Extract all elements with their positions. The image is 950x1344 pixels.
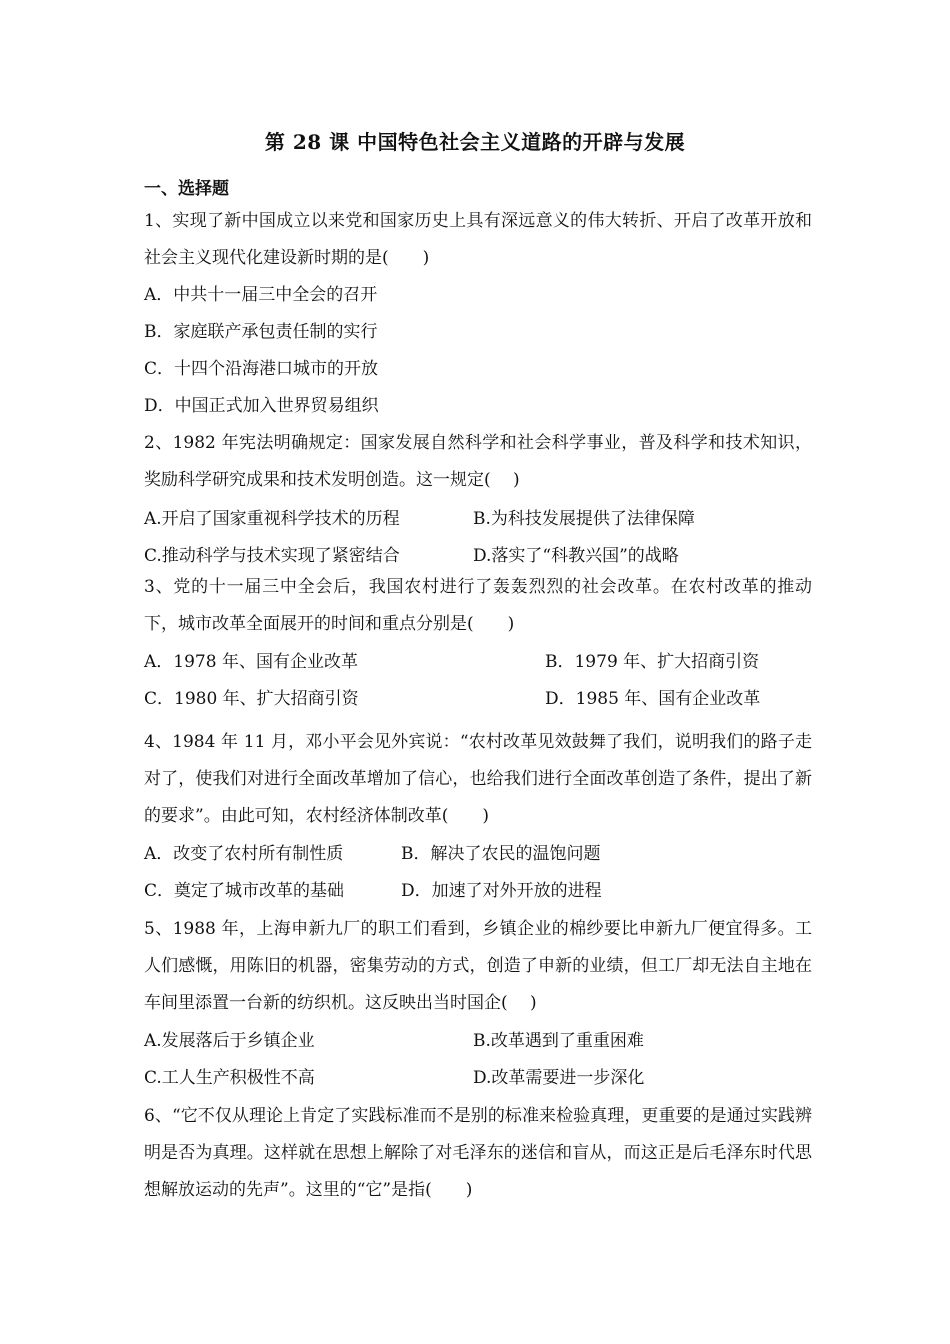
question-3-option-c: C．1980 年、扩大招商引资 (144, 689, 359, 709)
question-4-option-c: C．奠定了城市改革的基础 (144, 881, 345, 901)
question-2-option-c: C.推动科学与技术实现了紧密结合 (144, 546, 400, 566)
question-4-option-a: A．改变了农村所有制性质 (144, 844, 344, 864)
question-1-option-a: A．中共十一届三中全会的召开 (144, 285, 378, 305)
question-5-option-d: D.改革需要进一步深化 (473, 1068, 645, 1088)
question-3-option-d: D．1985 年、国有企业改革 (545, 689, 761, 709)
question-4-option-b: B．解决了农民的温饱问题 (401, 844, 601, 864)
question-1-option-b: B．家庭联产承包责任制的实行 (144, 322, 378, 342)
question-5-stem: 5、1988 年，上海申新九厂的职工们看到，乡镇企业的棉纱要比申新九厂便宜得多。工人们感慨，用陈旧的机器，密集劳动的方式，创造了申新的业绩，但工厂却无法自主地在车间里添置一台新的纺织机。这反映出当时国企( ) (144, 919, 812, 1013)
question-2-option-d: D.落实了“科教兴国”的战略 (473, 546, 679, 566)
question-4-option-d: D．加速了对外开放的进程 (401, 881, 602, 901)
section-heading: 一、选择题 (144, 179, 229, 199)
question-6-stem: 6、“它不仅从理论上肯定了实践标准而不是别的标准来检验真理，更重要的是通过实践辨明是否为真理。这样就在思想上解除了对毛泽东的迷信和盲从，而这正是后毛泽东时代思想解放运动的先声”。这里的“它”是指( ) (144, 1106, 812, 1200)
question-3-option-a: A．1978 年、国有企业改革 (144, 652, 358, 672)
question-4-stem: 4、1984 年 11 月，邓小平会见外宾说：“农村改革见效鼓舞了我们，说明我们的路子走对了，使我们对进行全面改革增加了信心，也给我们进行全面改革创造了条件，提出了新的要求”。由此可知，农村经济体制改革( ) (144, 732, 812, 826)
question-1-option-c: C．十四个沿海港口城市的开放 (144, 359, 379, 379)
question-5-option-a: A.发展落后于乡镇企业 (144, 1031, 315, 1051)
question-2-option-b: B.为科技发展提供了法律保障 (473, 509, 695, 529)
question-3-stem: 3、党的十一届三中全会后，我国农村进行了轰轰烈烈的社会改革。在农村改革的推动下，城市改革全面展开的时间和重点分别是( ) (144, 577, 812, 634)
lesson-title: 第 28 课 中国特色社会主义道路的开辟与发展 (264, 130, 686, 154)
question-5-option-c: C.工人生产积极性不高 (144, 1068, 315, 1088)
question-1-stem: 1、实现了新中国成立以来党和国家历史上具有深远意义的伟大转折、开启了改革开放和社会主义现代化建设新时期的是( ) (144, 211, 812, 268)
question-3-option-b: B．1979 年、扩大招商引资 (545, 652, 760, 672)
question-2-stem: 2、1982 年宪法明确规定：国家发展自然科学和社会科学事业，普及科学和技术知识，奖励科学研究成果和技术发明创造。这一规定( ) (144, 433, 812, 490)
question-5-option-b: B.改革遇到了重重困难 (473, 1031, 644, 1051)
question-2-option-a: A.开启了国家重视科学技术的历程 (144, 509, 400, 529)
question-1-option-d: D．中国正式加入世界贸易组织 (144, 396, 379, 416)
